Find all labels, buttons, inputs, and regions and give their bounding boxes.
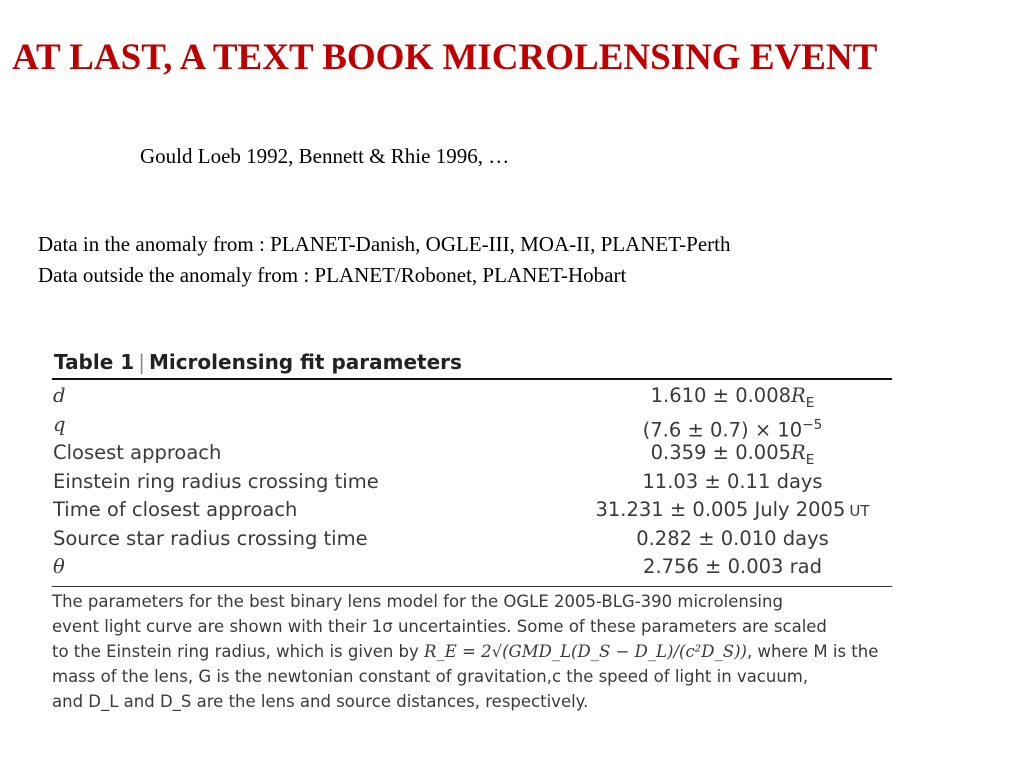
data-outside-anomaly-line: Data outside the anomaly from : PLANET/Robonet, PLANET-Hobart xyxy=(38,263,627,287)
parameter-value: 31.231 ± 0.005 July 2005 UT xyxy=(595,498,870,521)
caption-line: to the Einstein ring radius, which is given by R_E = 2√(GMD_L(D_S − D_L)/(c²D_S)), where M is the xyxy=(52,641,879,661)
parameter-name: q xyxy=(53,412,66,436)
data-in-anomaly-line: Data in the anomaly from : PLANET-Danish, OGLE-III, MOA-II, PLANET-Perth xyxy=(38,232,731,256)
parameter-name: Source star radius crossing time xyxy=(53,526,368,550)
caption-line: event light curve are shown with their 1σ uncertainties. Some of these parameters are scaled xyxy=(52,616,827,636)
table-rows xyxy=(52,380,892,586)
einstein-radius-formula: R_E = 2√(GMD_L(D_S − D_L)/(c²D_S)) xyxy=(424,641,747,661)
parameter-value: 0.282 ± 0.010 days xyxy=(636,526,829,550)
table-row xyxy=(52,411,892,440)
parameter-value: 2.756 ± 0.003 rad xyxy=(643,555,822,578)
table-row xyxy=(52,496,892,525)
table-row xyxy=(52,468,892,497)
table-label: Table 1 xyxy=(54,350,135,374)
table-row xyxy=(52,439,892,468)
table-header: Table 1 | Microlensing fit parameters xyxy=(54,350,462,374)
parameter-name: d xyxy=(53,384,66,407)
parameter-name: Einstein ring radius crossing time xyxy=(53,469,379,493)
caption-line: The parameters for the best binary lens model for the OGLE 2005-BLG-390 microlensing xyxy=(52,591,783,611)
table-row xyxy=(52,382,892,411)
references-line: Gould Loeb 1992, Bennett & Rhie 1996, … xyxy=(140,144,510,168)
caption-line: mass of the lens, G is the newtonian constant of gravitation,c the speed of light in vacuum, xyxy=(52,666,809,686)
table-caption xyxy=(52,587,892,714)
parameter-value: $(7.6 \pm 0.7) \times 10^{-5}$ xyxy=(642,416,823,441)
caption-line: and D_L and D_S are the lens and source distances, respectively. xyxy=(52,691,589,711)
parameter-value: $0.359 \pm 0.005R_E$ xyxy=(650,441,815,468)
parameter-value: 11.03 ± 0.11 days xyxy=(642,469,823,493)
slide-title: AT LAST, A TEXT BOOK MICROLENSING EVENT xyxy=(12,37,878,78)
parameter-value: $1.610 \pm 0.008R_E$ xyxy=(650,384,815,411)
table-name: Microlensing fit parameters xyxy=(148,350,462,374)
table-row xyxy=(52,553,892,582)
parameter-name: Time of closest approach xyxy=(53,498,298,521)
table-row xyxy=(52,525,892,554)
fit-parameters-table xyxy=(52,346,892,714)
parameter-name: Closest approach xyxy=(53,441,222,464)
parameter-name: θ xyxy=(53,555,65,578)
